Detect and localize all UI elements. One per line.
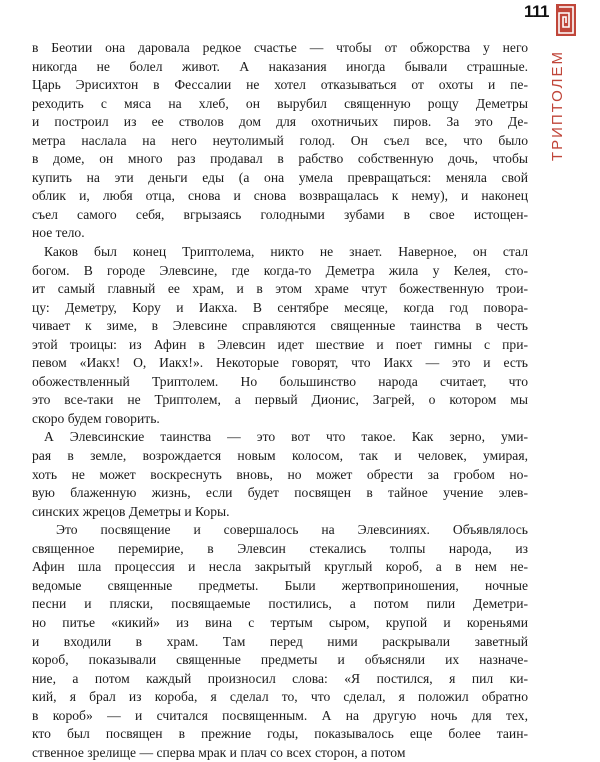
text-line: короб, показывали священные предметы и объясняли их назначе- (32, 652, 528, 668)
text-line: и входили в храм. Там перед ними раскрывали заветный (32, 633, 528, 649)
text-line: никогда не болел живот. А наказания иногда бывали страшные. (32, 58, 528, 74)
text-line: Афин шла процессия и несла закрытый круглый короб, а в нем не- (32, 559, 528, 575)
text-line: ственное зрелище — сперва мрак и плач со всех сторон, а потом (32, 744, 406, 760)
text-line: но питье «кикий» из вина с тертым сыром, крупой и кореньями (32, 614, 528, 630)
text-line: метра наслала на него неутолимый голод. Он съел все, что было (32, 132, 528, 148)
paragraph (32, 428, 528, 521)
text-line: ние, а потом каждый произносил слова: «Я постился, я пил ки- (32, 670, 528, 686)
text-line: хоть не может воскреснуть вновь, но может обрести за гробом но- (32, 466, 528, 482)
text-line: обожествленный Триптолем. Но большинство народа считает, что (32, 373, 528, 389)
body-text (32, 39, 528, 762)
greek-key-ornament-icon (556, 4, 576, 36)
text-line: синских жрецов Деметры и Коры. (32, 503, 230, 519)
text-line: этой троицы: из Афин в Элевсин идет шествие и поет гимны с при- (32, 336, 528, 352)
text-line: рая в земле, возрождается новым колосом, так и человек, умирая, (32, 448, 528, 464)
text-line: ведомые священные предметы. Были жертвоприношения, ночные (32, 577, 528, 593)
text-line: съел самого себя, вгрызаясь голодными зубами в свое истощен- (32, 206, 528, 222)
text-line: облик и, любя отца, снова и снова возвращалась к нему), и наконец (32, 188, 528, 204)
text-line: в Беотии она даровала редкое счастье — чтобы от обжорства у него (32, 40, 528, 55)
text-line: священное перемирие, в Элевсин стекались толпы народа, из (32, 540, 528, 556)
text-line: ное тело. (32, 225, 85, 241)
text-line: это все-таки не Триптолем, а первый Дионис, Загрей, о котором мы (32, 392, 528, 408)
text-line: в короб» — и считался посвященным. А на другую ночь для тех, (32, 707, 528, 723)
text-line: ит самый главный ее храм, и в этом храме чтут божественную трои- (32, 281, 528, 297)
text-line: чивает к зиме, в Элевсине справляются священные таинства в честь (32, 318, 528, 334)
text-line: Царь Эрисихтон в Фессалии не хотел отказываться от охоты и пе- (32, 77, 528, 93)
paragraph (32, 521, 528, 762)
running-title: ТРИПТОЛЕМ (549, 50, 566, 162)
text-line: цу: Деметру, Кору и Иакха. В сентябре месяце, когда год повора- (32, 299, 528, 315)
text-line: реходить с мяса на хлеб, он вырубил священную рощу Деметры (32, 95, 528, 111)
text-line: в доме, он много раз продавал в рабство собственную дочь, чтобы (32, 151, 528, 167)
text-line: песни и пляски, посвящаемые постились, а потом пили Деметри- (32, 596, 528, 612)
paragraph (32, 39, 528, 243)
text-line: кто был посвящен в прежние годы, показывалось еще более таин- (32, 726, 528, 742)
paragraph (32, 243, 528, 428)
text-line: вую блаженную жизнь, если будет посвящен в тайное учение элев- (32, 485, 528, 501)
text-line: кий, я брал из короба, я сделал то, что сделал, я положил обратно (32, 689, 528, 705)
page-number: 111 (524, 2, 549, 21)
text-line: А Элевсинские таинства — это вот что такое. Как зерно, уми- (44, 429, 528, 445)
text-line: и построил из ее стволов дом для охотничьих пиров. За это Де- (32, 114, 528, 130)
text-line: Каков был конец Триптолема, никто не знает. Наверное, он стал (44, 244, 528, 260)
text-line: певом «Иакх! О, Иакх!». Некоторые говорят, что Иакх — это и есть (32, 355, 528, 371)
text-line: купить на эти деньги еды (а она умела превращаться: меняла свой (32, 169, 528, 185)
text-line: скоро будем говорить. (32, 410, 160, 426)
text-line: богом. В городе Элевсине, где когда-то Деметра жила у Келея, сто- (32, 262, 528, 278)
text-line: Это посвящение и совершалось на Элевсиниях. Объявлялось (56, 522, 528, 538)
